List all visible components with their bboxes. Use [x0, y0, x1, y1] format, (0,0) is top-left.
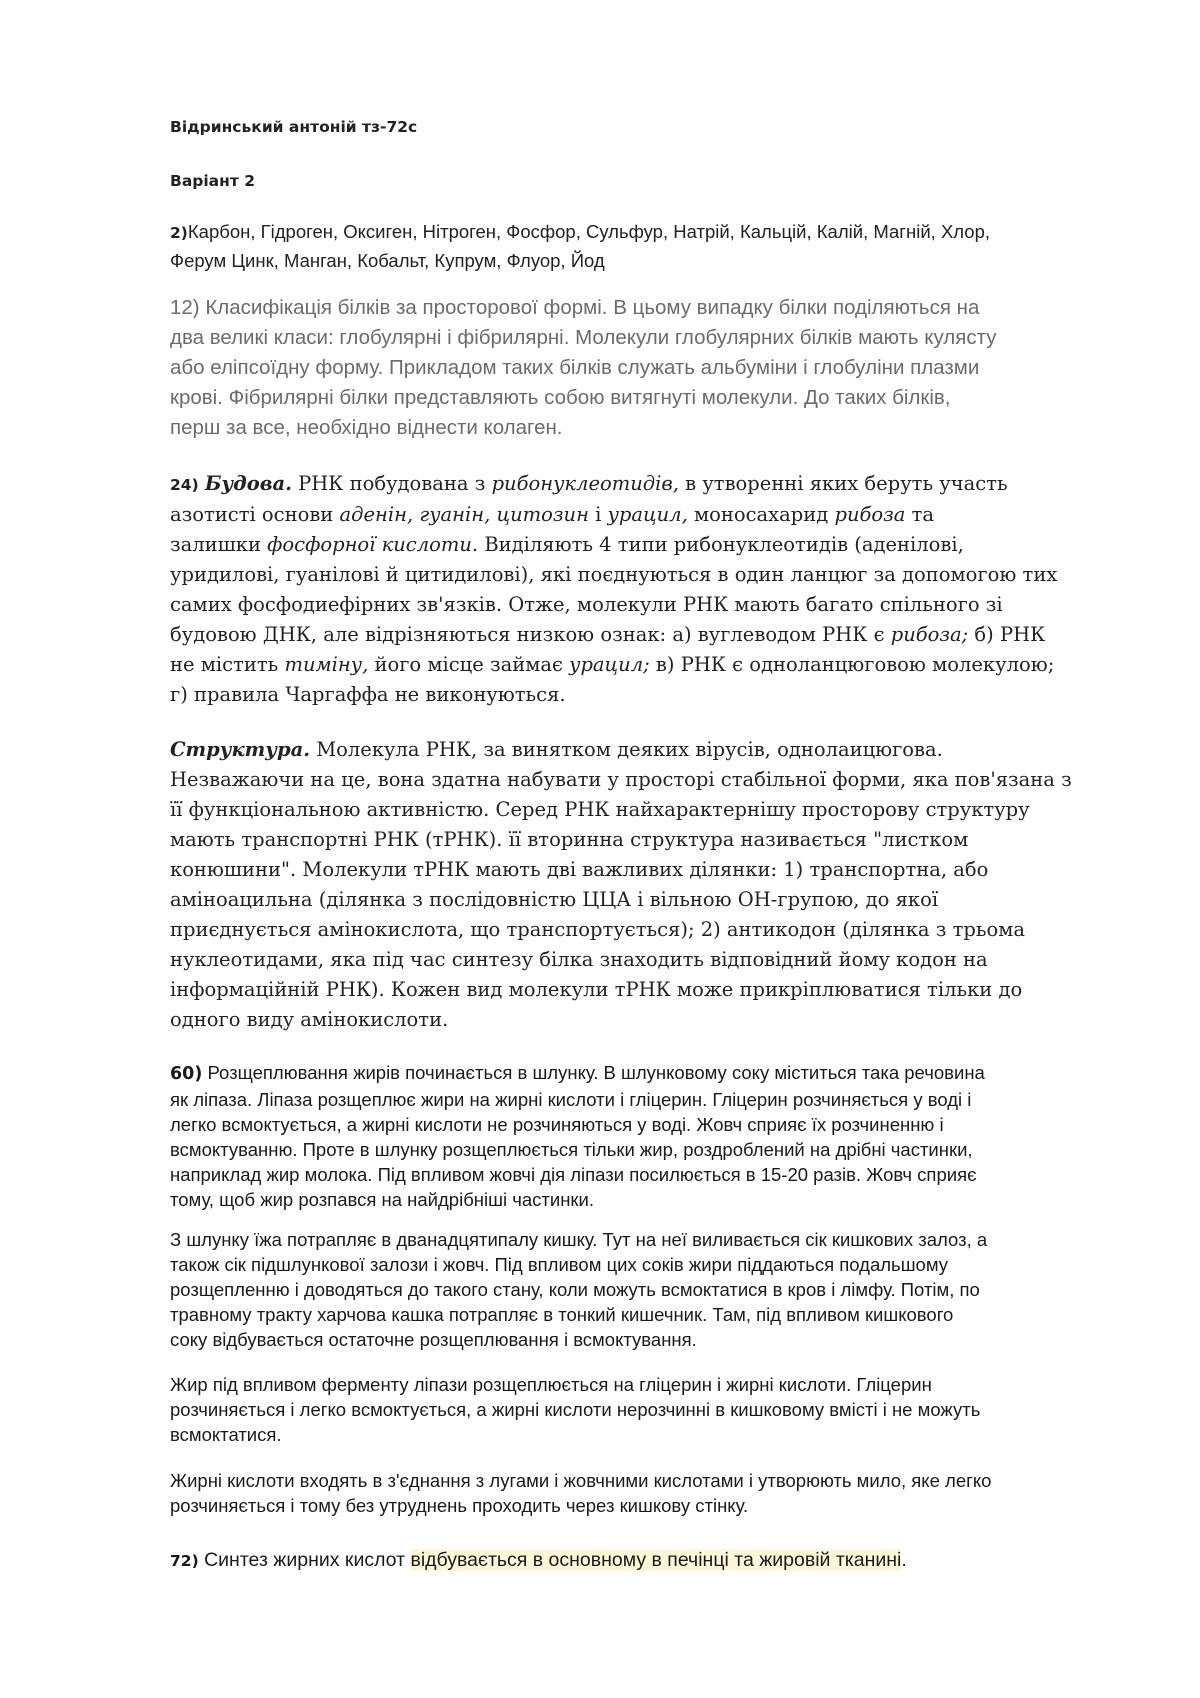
paragraph-line: не містить тиміну, його місце займає урацил; в) РНК є одноланцюговою молекулою;	[170, 653, 1055, 676]
answer-24-structure	[170, 735, 1120, 1035]
answer-12-line: 12) Класифікація білків за просторової формі. В цьому випадку білки поділяються на	[170, 296, 980, 319]
paragraph-line: аміноацильна (ділянка з послідовністю ЦЦА і вільною ОН-групою, до якої	[170, 888, 939, 911]
paragraph-line: Жирні кислоти входять в з'єднання з лугами і жовчними кислотами і утворюють мило, яке легко	[170, 1470, 992, 1491]
paragraph-line: самих фосфодиефірних зв'язків. Отже, молекули РНК мають багато спільного зі	[170, 593, 1003, 616]
answer-60-p3	[170, 1372, 1120, 1447]
variant-title: Варіант 2	[170, 172, 256, 190]
answer-12	[170, 293, 1120, 443]
answer-12-line: два великі класи: глобулярні і фібрилярні. Молекули глобулярних білків мають кулясту	[170, 326, 997, 349]
paragraph-line: конюшини". Молекули тРНК мають дві важливих ділянки: 1) транспортна, або	[170, 858, 989, 881]
answer-72: 72) Синтез жирних кислот відбувається в основному в печінці та жировій тканині.	[170, 1549, 907, 1571]
answer-2-line: Ферум Цинк, Манган, Кобальт, Купрум, Флуор, Йод	[170, 250, 605, 271]
answer-number: 72)	[170, 1552, 199, 1570]
answer-12-line: крові. Фібрилярні білки представляють собою витягнуті молекули. До таких білків,	[170, 386, 951, 409]
answer-number: 24)	[170, 476, 199, 494]
paragraph-line: наприклад жир молока. Під впливом жовчі дія ліпази посилюється в 15-20 разів. Жовч сприяє	[170, 1164, 977, 1185]
paragraph-line: 24) Будова. РНК побудована з рибонуклеотидів, в утворенні яких беруть участь	[170, 472, 1008, 495]
paragraph-line: Жир під впливом ферменту ліпази розщеплюється на гліцерин і жирні кислоти. Гліцерин	[170, 1374, 932, 1395]
answer-2-line: 2)Карбон, Гідроген, Оксиген, Нітроген, Фосфор, Сульфур, Натрій, Кальцій, Калій, Магній, Хлор,	[170, 221, 991, 242]
section-title-build: Будова.	[204, 472, 292, 495]
paragraph-line: розчиняється і легко всмоктується, а жирні кислоти нерозчинні в кишковому вмісті і не можуть	[170, 1399, 981, 1420]
answer-12-line: перш за все, необхідно віднести колаген.	[170, 416, 563, 439]
paragraph-line: соку відбувається остаточне розщеплювання і всмоктування.	[170, 1329, 697, 1350]
paragraph-line: як ліпаза. Ліпаза розщеплює жири на жирні кислоти і гліцерин. Гліцерин розчиняється у воді і	[170, 1089, 972, 1110]
paragraph-line: також сік підшлункової залози і жовч. Під впливом цих соків жири піддаються подальшому	[170, 1254, 949, 1275]
paragraph-line: тому, щоб жир розпався на найдрібніші частинки.	[170, 1189, 594, 1210]
paragraph-line: г) правила Чаргаффа не виконуються.	[170, 683, 566, 706]
paragraph-line: легко всмоктується, а жирні кислоти не розчиняються у воді. Жовч сприяє їх розчиненню і	[170, 1114, 944, 1135]
answer-60-p1	[170, 1060, 1120, 1212]
answer-60-p2	[170, 1227, 1120, 1352]
paragraph-line: залишки фосфорної кислоти. Виділяють 4 типи рибонуклеотидів (аденілові,	[170, 533, 964, 556]
paragraph-line: Структура. Молекула РНК, за винятком деяких вірусів, однолаицюгова.	[170, 738, 943, 761]
paragraph-line: всмоктатися.	[170, 1424, 282, 1445]
answer-12-line: або еліпсоїдну форму. Прикладом таких білків служать альбуміни і глобуліни плазми	[170, 356, 980, 379]
paragraph-line: З шлунку їжа потрапляє в дванадцятипалу кишку. Тут на неї виливається сік кишкових залоз, а	[170, 1229, 988, 1250]
paragraph-line: 60) Розщеплювання жирів починається в шлунку. В шлунковому соку міститься така речовина	[170, 1062, 985, 1084]
paragraph-line: інформаційній РНК). Кожен вид молекули тРНК може прикріплюватися тільки до	[170, 978, 1023, 1001]
answer-24-build	[170, 469, 1120, 710]
paragraph-line: травному тракту харчова кашка потрапляє в тонкий кишечник. Там, під впливом кишкового	[170, 1304, 954, 1325]
paragraph-line: одного виду амінокислоти.	[170, 1008, 449, 1031]
paragraph-line: нуклеотидами, яка під час синтезу білка знаходить відповідний йому кодон на	[170, 948, 988, 971]
answer-number: 2)	[170, 224, 188, 242]
paragraph-line: будовою ДНК, але відрізняються низкою ознак: а) вуглеводом РНК є рибоза; б) РНК	[170, 623, 1046, 646]
section-title-structure: Структура.	[170, 738, 311, 761]
highlighted-text: відбувається в основному в печінці та жировій тканині	[410, 1549, 902, 1571]
paragraph-line: азотисті основи аденін, гуанін, цитозин і урацил, моносахарид рибоза та	[170, 503, 935, 526]
answer-60-p4	[170, 1468, 1120, 1518]
paragraph-line: розчиняється і тому без утруднень проходить через кишкову стінку.	[170, 1495, 749, 1516]
paragraph-line: Незважаючи на це, вона здатна набувати у просторі стабільної форми, яка пов'язана з	[170, 768, 1072, 791]
answer-number: 60)	[170, 1064, 203, 1084]
paragraph-line: мають транспортні РНК (тРНК). її вторинна структура називається "листком	[170, 828, 969, 851]
paragraph-line: її функціональною активністю. Серед РНК найхарактернішу просторову структуру	[170, 798, 1030, 821]
paragraph-line: розщепленню і доводяться до такого стану, коли можуть всмоктатися в кров і лімфу. Потім, по	[170, 1279, 980, 1300]
paragraph-line: уридилові, гуанілові й цитидилові), які поєднуються в один ланцюг за допомогою тих	[170, 563, 1058, 586]
paragraph-line: всмоктуванню. Проте в шлунку розщеплюється тільки жир, роздроблений на дрібні частинки,	[170, 1139, 973, 1160]
author-line: Відринський антоній тз-72с	[170, 118, 418, 136]
answer-2	[170, 218, 1120, 275]
paragraph-line: приєднується амінокислота, що транспортується); 2) антикодон (ділянка з трьома	[170, 918, 1026, 941]
